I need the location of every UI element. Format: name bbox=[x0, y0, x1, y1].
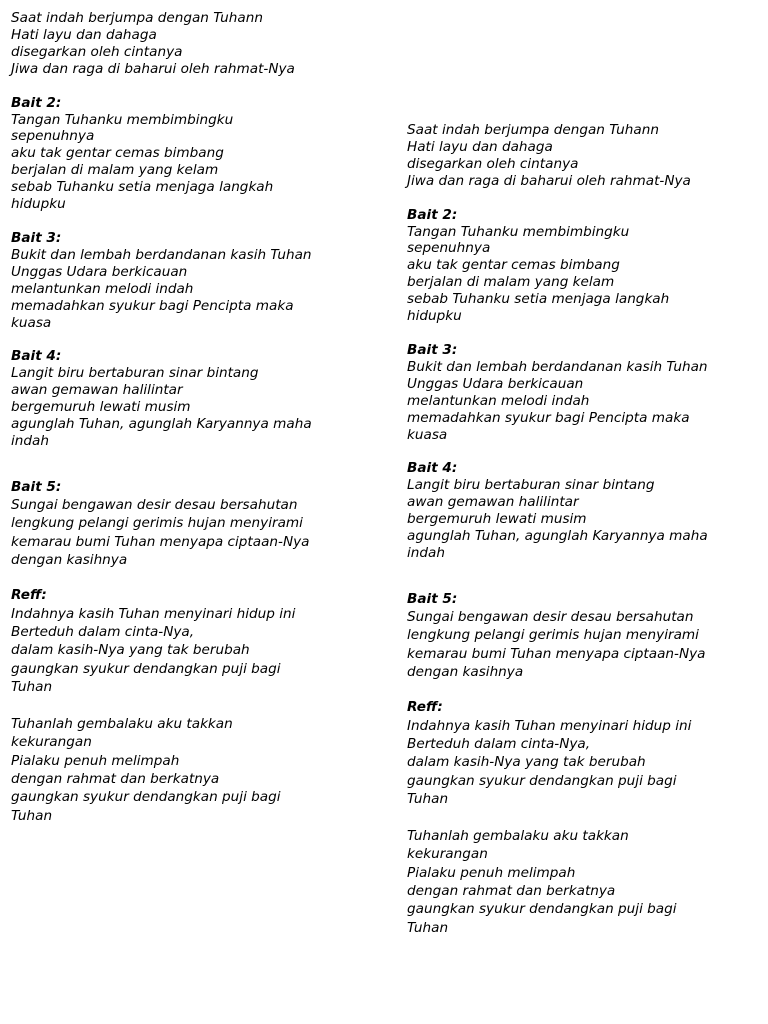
verse-1-block bbox=[11, 10, 363, 78]
bait-3-line: kuasa bbox=[11, 314, 52, 331]
bait-5-line: lengkung pelangi gerimis hujan menyirami bbox=[407, 627, 699, 644]
lyrics-column-left bbox=[11, 10, 363, 825]
reff-line: gaungkan syukur dendangkan puji bagi bbox=[407, 772, 677, 789]
verse-1-block bbox=[407, 122, 759, 190]
bait-4-line: awan gemawan halilintar bbox=[11, 382, 183, 399]
closing-verse-line: Pialaku penuh melimpah bbox=[11, 752, 180, 769]
bait-2-line: sepenuhnya bbox=[11, 128, 95, 145]
bait-2-line: berjalan di malam yang kelam bbox=[11, 162, 219, 179]
verse-1-line: Hati layu dan dahaga bbox=[407, 138, 553, 155]
bait-3-line: Unggas Udara berkicauan bbox=[11, 263, 188, 280]
bait-4-line: awan gemawan halilintar bbox=[407, 494, 579, 511]
bait-3-line: melantunkan melodi indah bbox=[407, 392, 590, 409]
closing-verse-line: Tuhanlah gembalaku aku takkan bbox=[407, 828, 629, 845]
bait-3-line: Bukit dan lembah berdandanan kasih Tuhan bbox=[11, 246, 312, 263]
verse-1-line: Saat indah berjumpa dengan Tuhann bbox=[407, 122, 659, 138]
closing-verse-line: dengan rahmat dan berkatnya bbox=[407, 883, 616, 899]
stanza-spacer bbox=[407, 325, 759, 342]
reff-line: Berteduh dalam cinta-Nya, bbox=[11, 623, 195, 640]
closing-verse-line: Tuhan bbox=[11, 807, 53, 824]
bait-2-heading: Bait 2: bbox=[11, 94, 62, 111]
bait-4-heading: Bait 4: bbox=[11, 348, 62, 365]
bait-2-line: aku tak gentar cemas bimbang bbox=[407, 257, 620, 274]
bait-5-line: dengan kasihnya bbox=[11, 552, 128, 569]
bait-4-line: agunglah Tuhan, agunglah Karyannya maha bbox=[11, 416, 312, 433]
bait-4-line: agunglah Tuhan, agunglah Karyannya maha bbox=[407, 528, 708, 545]
verse-1-line: Jiwa dan raga di baharui oleh rahmat-Nya bbox=[11, 60, 295, 77]
bait-4-line: indah bbox=[407, 544, 445, 561]
bait-5-line: kemarau bumi Tuhan menyapa ciptaan-Nya bbox=[407, 645, 706, 662]
stanza-spacer bbox=[407, 443, 759, 460]
verse-1-line: Saat indah berjumpa dengan Tuhann bbox=[11, 10, 263, 26]
stanza-spacer bbox=[11, 696, 363, 715]
bait-5-line: Sungai bengawan desir desau bersahutan bbox=[407, 609, 694, 626]
stanza-spacer bbox=[407, 190, 759, 207]
bait-3-line: memadahkan syukur bagi Pencipta maka bbox=[11, 297, 294, 314]
bait-2-line: berjalan di malam yang kelam bbox=[407, 274, 615, 291]
reff-block bbox=[11, 586, 363, 696]
stanza-spacer bbox=[407, 562, 759, 590]
bait-2-heading: Bait 2: bbox=[407, 206, 458, 223]
verse-1-line: disegarkan oleh cintanya bbox=[11, 43, 183, 60]
bait-5-heading: Bait 5: bbox=[407, 590, 458, 607]
reff-block bbox=[407, 698, 759, 808]
bait-3-heading: Bait 3: bbox=[407, 341, 458, 358]
bait-5-line: lengkung pelangi gerimis hujan menyirami bbox=[11, 515, 303, 532]
verse-1-line: Hati layu dan dahaga bbox=[11, 26, 157, 43]
bait-3-line: memadahkan syukur bagi Pencipta maka bbox=[407, 409, 690, 426]
closing-verse-line: kekurangan bbox=[407, 846, 488, 863]
bait-3-line: melantunkan melodi indah bbox=[11, 280, 194, 297]
lyrics-column-right bbox=[407, 122, 759, 937]
closing-verse-line: gaungkan syukur dendangkan puji bagi bbox=[407, 901, 677, 918]
closing-verse-line: gaungkan syukur dendangkan puji bagi bbox=[11, 789, 281, 806]
closing-verse-block bbox=[11, 715, 363, 825]
reff-line: Berteduh dalam cinta-Nya, bbox=[407, 735, 591, 752]
stanza-spacer bbox=[11, 331, 363, 348]
bait-3-line: Unggas Udara berkicauan bbox=[407, 375, 584, 392]
stanza-spacer bbox=[11, 213, 363, 230]
bait-5-block bbox=[11, 478, 363, 569]
reff-line: dalam kasih-Nya yang tak berubah bbox=[407, 754, 646, 771]
reff-heading: Reff: bbox=[407, 699, 443, 716]
bait-5-line: Sungai bengawan desir desau bersahutan bbox=[11, 497, 298, 514]
bait-4-block bbox=[407, 460, 759, 561]
bait-2-block bbox=[407, 207, 759, 325]
bait-4-block bbox=[11, 348, 363, 449]
verse-1-line: Jiwa dan raga di baharui oleh rahmat-Nya bbox=[407, 172, 691, 189]
reff-line: Tuhan bbox=[11, 678, 53, 695]
closing-verse-line: Pialaku penuh melimpah bbox=[407, 864, 576, 881]
closing-verse-line: Tuhanlah gembalaku aku takkan bbox=[11, 716, 233, 733]
bait-2-line: hidupku bbox=[407, 308, 462, 325]
reff-line: Indahnya kasih Tuhan menyinari hidup ini bbox=[11, 605, 296, 622]
closing-verse-line: Tuhan bbox=[407, 919, 449, 936]
closing-verse-line: kekurangan bbox=[11, 734, 92, 751]
bait-5-line: dengan kasihnya bbox=[407, 664, 524, 681]
bait-3-line: Bukit dan lembah berdandanan kasih Tuhan bbox=[407, 358, 708, 375]
bait-4-heading: Bait 4: bbox=[407, 460, 458, 477]
bait-4-line: Langit biru bertaburan sinar bintang bbox=[407, 477, 655, 494]
closing-verse-line: dengan rahmat dan berkatnya bbox=[11, 771, 220, 787]
bait-2-line: Tangan Tuhanku membimbingku bbox=[11, 111, 234, 128]
reff-heading: Reff: bbox=[11, 587, 47, 604]
bait-5-line: kemarau bumi Tuhan menyapa ciptaan-Nya bbox=[11, 533, 310, 550]
bait-2-line: sebab Tuhanku setia menjaga langkah bbox=[11, 179, 274, 196]
bait-2-line: sepenuhnya bbox=[407, 240, 491, 257]
reff-line: dalam kasih-Nya yang tak berubah bbox=[11, 642, 250, 659]
bait-3-block bbox=[11, 230, 363, 331]
bait-2-line: aku tak gentar cemas bimbang bbox=[11, 145, 224, 162]
bait-4-line: Langit biru bertaburan sinar bintang bbox=[11, 365, 259, 382]
bait-3-heading: Bait 3: bbox=[11, 229, 62, 246]
bait-3-block bbox=[407, 342, 759, 443]
stanza-spacer bbox=[407, 808, 759, 827]
stanza-spacer bbox=[11, 569, 363, 586]
bait-5-heading: Bait 5: bbox=[11, 478, 62, 495]
bait-2-line: hidupku bbox=[11, 196, 66, 213]
stanza-spacer bbox=[11, 78, 363, 95]
stanza-spacer bbox=[407, 681, 759, 698]
bait-5-block bbox=[407, 590, 759, 681]
reff-line: Tuhan bbox=[407, 790, 449, 807]
stanza-spacer bbox=[11, 450, 363, 478]
bait-4-line: bergemuruh lewati musim bbox=[407, 511, 587, 528]
bait-3-line: kuasa bbox=[407, 426, 448, 443]
bait-2-block bbox=[11, 95, 363, 213]
verse-1-line: disegarkan oleh cintanya bbox=[407, 155, 579, 172]
bait-4-line: indah bbox=[11, 432, 49, 449]
bait-2-line: sebab Tuhanku setia menjaga langkah bbox=[407, 291, 670, 308]
reff-line: Indahnya kasih Tuhan menyinari hidup ini bbox=[407, 717, 692, 734]
reff-line: gaungkan syukur dendangkan puji bagi bbox=[11, 660, 281, 677]
bait-2-line: Tangan Tuhanku membimbingku bbox=[407, 223, 630, 240]
closing-verse-block bbox=[407, 827, 759, 937]
bait-4-line: bergemuruh lewati musim bbox=[11, 399, 191, 416]
